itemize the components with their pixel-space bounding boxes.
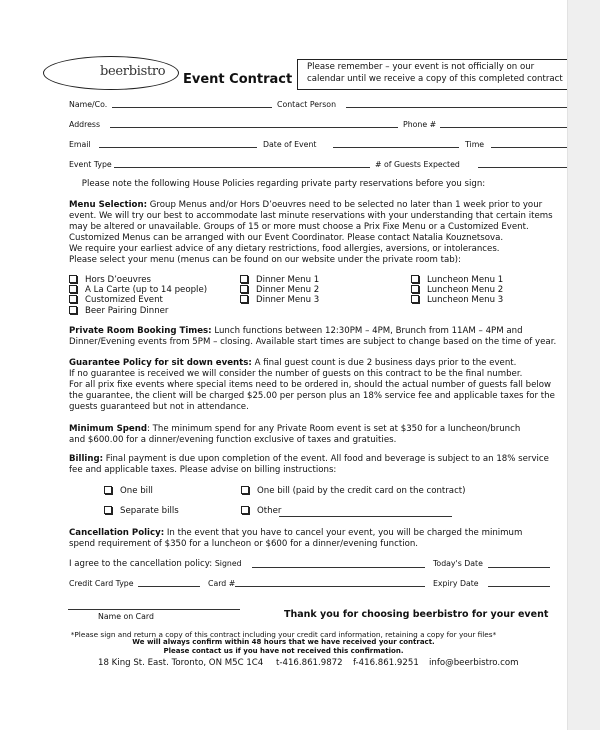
checkbox-icon[interactable] [69, 285, 77, 293]
menu-option-beer-pairing[interactable] [69, 306, 168, 317]
option-label: One bill (paid by the credit card on the contract) [257, 486, 466, 496]
minimum-spend-heading: Minimum Spend [69, 424, 148, 434]
checkbox-icon[interactable] [240, 285, 248, 293]
option-label: Dinner Menu 3 [256, 295, 320, 305]
booking-times-line [69, 326, 523, 337]
signed-label: Signed [214, 559, 242, 568]
billing-option-credit-card[interactable] [241, 486, 466, 497]
footer-phone: t-416.861.9872 [276, 658, 343, 668]
card-type-field[interactable] [138, 586, 200, 587]
option-label: Luncheon Menu 2 [427, 285, 504, 295]
guarantee-line: If no guarantee is received we will consider the number of guests on this contract to be the final number. [69, 369, 523, 379]
page-title: Event Contract [183, 72, 293, 87]
text: I agree to the cancellation policy: [69, 559, 213, 569]
billing-heading: Billing: [69, 454, 104, 464]
minimum-spend-line [69, 424, 520, 435]
menu-selection-line: event. We will try our best to accommodate last minute reservations with your understanding that certain items [69, 211, 553, 221]
billing-other-field[interactable] [279, 516, 452, 517]
email-label: Email [69, 140, 91, 149]
checkbox-icon[interactable] [241, 486, 249, 494]
card-number-field[interactable] [235, 586, 425, 587]
todays-date-label: Today's Date [433, 559, 483, 568]
name-co-field[interactable] [112, 107, 272, 108]
thank-you-message: Thank you for choosing beerbistro for your event [284, 609, 549, 620]
billing-option-separate[interactable] [104, 506, 179, 517]
expiry-date-field[interactable] [488, 586, 550, 587]
cancellation-line [69, 528, 522, 539]
expiry-date-label: Expiry Date [433, 579, 479, 588]
menu-option-customized-event[interactable] [69, 295, 163, 306]
option-label: A La Carte (up to 14 people) [85, 285, 208, 295]
checkbox-icon[interactable] [411, 285, 419, 293]
footer-fax: f-416.861.9251 [353, 658, 419, 668]
date-of-event-label: Date of Event [263, 140, 317, 149]
menu-selection-line: Please select your menu (menus can be found on our website under the private room tab): [69, 255, 461, 265]
text: : The minimum spend for any Private Room event is set at $350 for a luncheon/brunch [147, 424, 521, 434]
menu-selection-line: Customized Menus can be arranged with our Event Coordinator. Please contact Natalia Kouznetsova. [69, 233, 504, 243]
guarantee-line: For all prix fixe events where special items need to be ordered in, should the actual number of guests fall below [69, 380, 552, 390]
billing-option-one-bill[interactable] [104, 486, 153, 497]
time-label: Time [465, 140, 485, 149]
phone-field[interactable] [440, 127, 567, 128]
contact-person-field[interactable] [346, 107, 567, 108]
footer-address: 18 King St. East. Toronto, ON M5C 1C4 [98, 658, 264, 668]
menu-selection-line [69, 200, 542, 211]
footer-note: We will always confirm within 48 hours that we have received your contract. [132, 638, 435, 646]
text: A final guest count is due 2 business days prior to the event. [251, 358, 517, 368]
contact-person-label: Contact Person [277, 100, 337, 109]
email-field[interactable] [99, 147, 257, 148]
agree-label [69, 558, 242, 570]
menu-option-dinner-3[interactable] [240, 295, 319, 306]
option-label: Dinner Menu 2 [256, 285, 320, 295]
footer-note: *Please sign and return a copy of this contract including your credit card information, retaining a copy for your files* [70, 630, 497, 639]
guarantee-line [69, 358, 516, 369]
guarantee-line: the guarantee, the client will be charged $25.00 per person plus an 18% service fee and applicable taxes for the [69, 391, 555, 401]
policies-note: Please note the following House Policies regarding private party reservations before you sign: [81, 179, 486, 189]
text: Lunch functions between 12:30PM – 4PM, Brunch from 11AM – 4PM and [211, 326, 523, 336]
notice-line: Please remember – your event is not officially on our [307, 62, 535, 72]
name-on-card-field[interactable] [68, 609, 240, 610]
option-label: Luncheon Menu 1 [427, 275, 504, 285]
menu-option-luncheon-3[interactable] [411, 295, 503, 306]
checkbox-icon[interactable] [69, 306, 77, 314]
card-type-label: Credit Card Type [69, 579, 134, 588]
option-label: Luncheon Menu 3 [427, 295, 504, 305]
billing-option-other[interactable] [241, 506, 281, 517]
guests-expected-field[interactable] [478, 167, 567, 168]
notice-line: calendar until we receive a copy of this completed contract [307, 74, 563, 84]
notice-box [297, 59, 567, 90]
billing-line: fee and applicable taxes. Please advise on billing instructions: [69, 465, 337, 475]
menu-selection-heading: Menu Selection: [69, 200, 148, 210]
address-field[interactable] [110, 127, 398, 128]
beerbistro-logo [43, 56, 179, 90]
todays-date-field[interactable] [488, 567, 550, 568]
checkbox-icon[interactable] [69, 275, 77, 283]
event-type-label: Event Type [69, 160, 112, 169]
checkbox-icon[interactable] [240, 275, 248, 283]
event-type-field[interactable] [114, 167, 370, 168]
guarantee-heading: Guarantee Policy for sit down events: [69, 358, 252, 368]
checkbox-icon[interactable] [241, 506, 249, 514]
logo-text: beerbistro [100, 64, 166, 79]
address-label: Address [69, 120, 101, 129]
checkbox-icon[interactable] [69, 295, 77, 303]
menu-selection-line: We require your earliest advice of any dietary restrictions, food allergies, aversions, or intolerances. [69, 244, 500, 254]
booking-times-line: Dinner/Evening events from 5PM – closing. Available start times are subject to change based on the time of year. [69, 337, 557, 347]
time-field[interactable] [491, 147, 567, 148]
menu-selection-line: may be altered or unavailable. Groups of 15 or more must choose a Prix Fixe Menu or a Customized Event. [69, 222, 529, 232]
option-label: Beer Pairing Dinner [85, 306, 169, 316]
text: Group Menus and/or Hors D’oeuvres need to be selected no later than 1 week prior to your [147, 200, 543, 210]
minimum-spend-line: and $600.00 for a dinner/evening function exclusive of taxes and gratuities. [69, 435, 397, 445]
date-of-event-field[interactable] [333, 147, 459, 148]
footer-note: Please contact us if you have not received this confirmation. [163, 647, 404, 655]
option-label: Dinner Menu 1 [256, 275, 320, 285]
option-label: One bill [120, 486, 153, 496]
name-on-card-label: Name on Card [98, 612, 154, 621]
booking-times-heading: Private Room Booking Times: [69, 326, 212, 336]
checkbox-icon[interactable] [411, 275, 419, 283]
checkbox-icon[interactable] [104, 486, 112, 494]
signature-field[interactable] [252, 567, 425, 568]
text: Final payment is due upon completion of the event. All food and beverage is subject to an 18% service [103, 454, 549, 464]
card-number-label: Card # [208, 579, 236, 588]
phone-label: Phone # [403, 120, 437, 129]
option-label: Separate bills [120, 506, 179, 516]
text: In the event that you have to cancel your event, you will be charged the minimum [164, 528, 523, 538]
footer-email[interactable]: info@beerbistro.com [429, 658, 519, 668]
cancellation-heading: Cancellation Policy: [69, 528, 165, 538]
billing-line [69, 454, 549, 465]
option-label: Customized Event [85, 295, 163, 305]
guests-expected-label: # of Guests Expected [375, 160, 460, 169]
guarantee-line: guests guaranteed but not in attendance. [69, 402, 249, 412]
option-label: Hors D’oeuvres [85, 275, 151, 285]
option-label: Other [257, 506, 282, 516]
checkbox-icon[interactable] [104, 506, 112, 514]
scrollbar-gutter[interactable] [567, 0, 600, 730]
checkbox-icon[interactable] [240, 295, 248, 303]
cancellation-line: spend requirement of $350 for a luncheon or $600 for a dinner/evening function. [69, 539, 419, 549]
checkbox-icon[interactable] [411, 295, 419, 303]
name-co-label: Name/Co. [69, 100, 108, 109]
